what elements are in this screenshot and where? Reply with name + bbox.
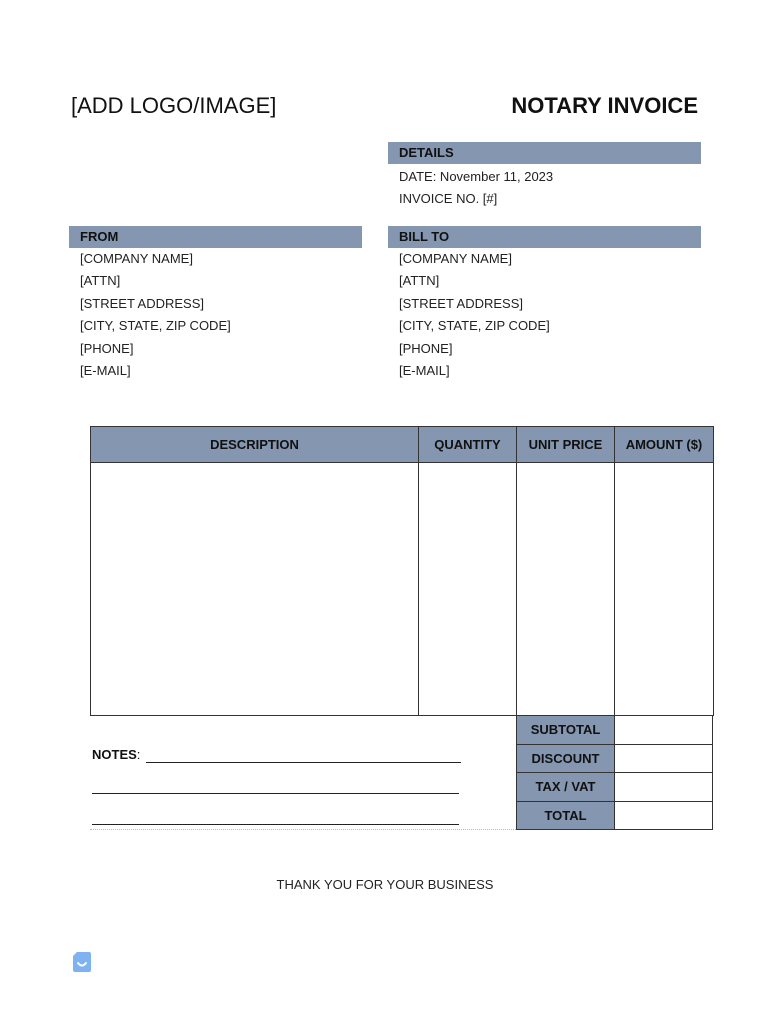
bill-to-company-name: [COMPANY NAME]	[399, 251, 512, 266]
brand-logo-icon	[72, 951, 92, 973]
notes-line-2[interactable]	[92, 793, 459, 794]
from-phone: [PHONE]	[80, 341, 134, 356]
details-heading: DETAILS	[388, 142, 701, 164]
notes-colon: :	[136, 747, 141, 762]
tax-vat-label: TAX / VAT	[516, 773, 614, 802]
table-row	[91, 463, 714, 716]
items-table-header-row	[91, 427, 714, 463]
invoice-number: INVOICE NO. [#]	[399, 191, 498, 206]
total-value[interactable]	[614, 802, 713, 831]
total-row	[516, 802, 713, 831]
bill-to-attn: [ATTN]	[399, 273, 440, 288]
subtotal-value[interactable]	[614, 716, 713, 745]
totals-block	[516, 716, 713, 830]
from-company-name: [COMPANY NAME]	[80, 251, 193, 266]
discount-label: DISCOUNT	[516, 745, 614, 774]
bill-to-street-address: [STREET ADDRESS]	[399, 296, 524, 311]
column-header-amount: AMOUNT ($)	[615, 427, 714, 463]
document-title: NOTARY INVOICE	[511, 93, 698, 118]
column-header-quantity: QUANTITY	[419, 427, 517, 463]
notes-label	[92, 747, 140, 762]
from-city-state-zip: [CITY, STATE, ZIP CODE]	[80, 318, 231, 333]
subtotal-row	[516, 716, 713, 745]
notes-label-text: NOTES	[92, 747, 137, 762]
discount-row	[516, 745, 713, 774]
from-email: [E-MAIL]	[80, 363, 131, 378]
from-heading: FROM	[69, 226, 362, 248]
description-cell[interactable]	[91, 463, 419, 716]
notes-line-1[interactable]	[146, 762, 461, 763]
discount-value[interactable]	[614, 745, 713, 774]
bill-to-phone: [PHONE]	[399, 341, 453, 356]
unit-price-cell[interactable]	[517, 463, 615, 716]
quantity-cell[interactable]	[419, 463, 517, 716]
from-street-address: [STREET ADDRESS]	[80, 296, 205, 311]
invoice-date: DATE: November 11, 2023	[399, 169, 554, 184]
bill-to-heading: BILL TO	[388, 226, 701, 248]
notes-line-3[interactable]	[92, 824, 459, 825]
amount-cell[interactable]	[615, 463, 714, 716]
bill-to-email: [E-MAIL]	[399, 363, 450, 378]
tax-vat-row	[516, 773, 713, 802]
thank-you-message: THANK YOU FOR YOUR BUSINESS	[276, 877, 494, 892]
total-label: TOTAL	[516, 802, 614, 831]
bill-to-city-state-zip: [CITY, STATE, ZIP CODE]	[399, 318, 550, 333]
logo-placeholder: [ADD LOGO/IMAGE]	[71, 93, 277, 118]
tax-vat-value[interactable]	[614, 773, 713, 802]
column-header-unit-price: UNIT PRICE	[517, 427, 615, 463]
items-table	[90, 426, 714, 716]
from-attn: [ATTN]	[80, 273, 121, 288]
subtotal-label: SUBTOTAL	[516, 716, 614, 745]
column-header-description: DESCRIPTION	[91, 427, 419, 463]
notes-divider	[90, 829, 516, 830]
